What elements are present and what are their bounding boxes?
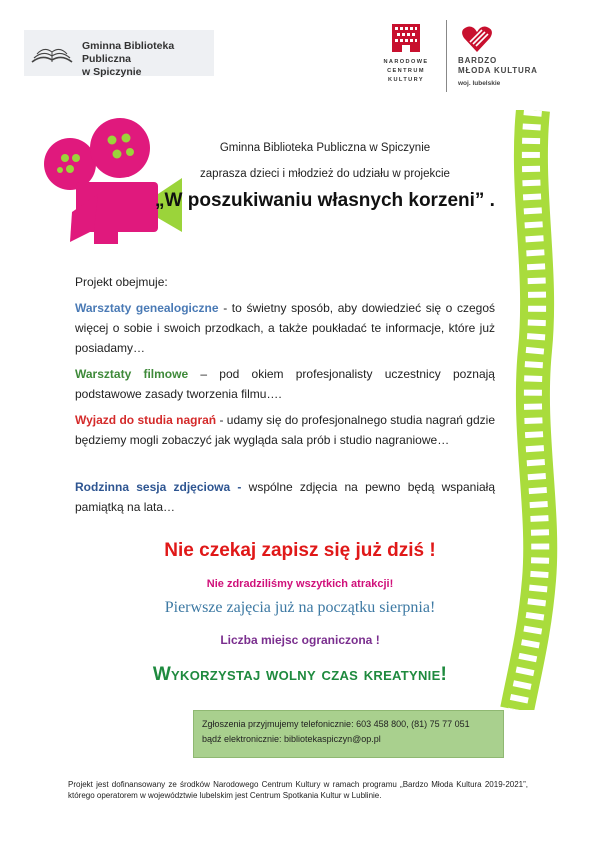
funding-footer: Projekt jest dofinansowany ze środków Narodowego Centrum Kultury w ramach programu „Bardzo Młoda Kultura 2019-2021”, którego operatorem w województwie lubelskim jest Centrum Spotkania Kultur w Lublinie.	[68, 780, 528, 800]
contact-phone: Zgłoszenia przyjmujemy telefonicznie: 603 458 800, (81) 75 77 051	[202, 719, 470, 729]
program-item-text: - udamy się do profesjonalnego studia nagrań gdzie będziemy mogli zobaczyć jak wygląda sala prób i studio nagraniowe…	[75, 413, 495, 447]
slogan-callout: Wykorzystaj wolny czas kreatynie!	[152, 664, 448, 685]
program-item-name: Warsztaty genealogiczne	[75, 301, 219, 315]
contact-box	[193, 710, 504, 758]
program-item-studio	[75, 410, 495, 450]
contact-email: bądź elektronicznie: bibliotekaspiczyn@op.pl	[202, 734, 381, 744]
program-item-text: – pod okiem profesjonalisty uczestnicy poznają podstawowe zasady tworzenia filmu….	[75, 367, 495, 401]
bmk-logo	[458, 24, 568, 94]
film-strip-icon	[495, 110, 565, 710]
program-heading: Projekt obejmuje:	[75, 275, 168, 289]
library-logo-line-1: Gminna Biblioteka Publiczna	[82, 40, 175, 65]
signup-callout: Nie czekaj zapisz się już dziś !	[164, 540, 436, 561]
library-logo	[24, 30, 214, 76]
nck-logo-line-1: NARODOWE	[383, 59, 429, 65]
library-logo-line-2: w Spiczynie	[82, 66, 142, 78]
nck-logo	[378, 22, 434, 94]
program-item-name: Wyjazd do studia nagrań	[75, 413, 217, 427]
nck-emblem-icon	[378, 22, 434, 56]
heart-icon	[460, 24, 494, 54]
program-item-name: Rodzinna sesja zdjęciowa -	[75, 480, 242, 494]
nck-logo-line-3: KULTURY	[388, 77, 424, 83]
start-date-callout: Pierwsze zajęcia już na początku sierpnia!	[164, 599, 436, 616]
logo-divider	[446, 20, 447, 92]
limited-seats-callout: Liczba miejsc ograniczona !	[220, 633, 380, 647]
movie-camera-icon	[32, 112, 202, 262]
program-item-text: - to świetny sposób, aby dowiedzieć się o czegoś więcej o sobie i swoich przodkach, a także poukładać te informacje, które już posiadamy…	[75, 301, 495, 355]
program-item-photo	[75, 477, 495, 517]
program-item-name: Warsztaty filmowe	[75, 367, 189, 381]
project-title: „W poszukiwaniu własnych korzeni” .	[155, 190, 495, 211]
program-item-text: wspólne zdjęcia na pewno będą wspaniałą pamiątką na lata…	[75, 480, 495, 514]
bmk-region: woj. lubelskie	[458, 80, 501, 87]
bmk-logo-line-1: BARDZO	[458, 56, 498, 65]
surprises-callout: Nie zdradziliśmy wszytkich atrakcji!	[206, 578, 394, 590]
program-item-film	[75, 364, 495, 404]
intro-line-1: Gminna Biblioteka Publiczna w Spiczynie	[219, 142, 431, 154]
intro-line-2: zaprasza dzieci i młodzież do udziału w projekcie	[200, 168, 450, 180]
open-book-icon	[28, 36, 76, 70]
nck-logo-line-2: CENTRUM	[387, 68, 425, 74]
bmk-logo-line-2: MŁODA KULTURA	[458, 66, 538, 75]
program-item-genealogy	[75, 298, 495, 358]
